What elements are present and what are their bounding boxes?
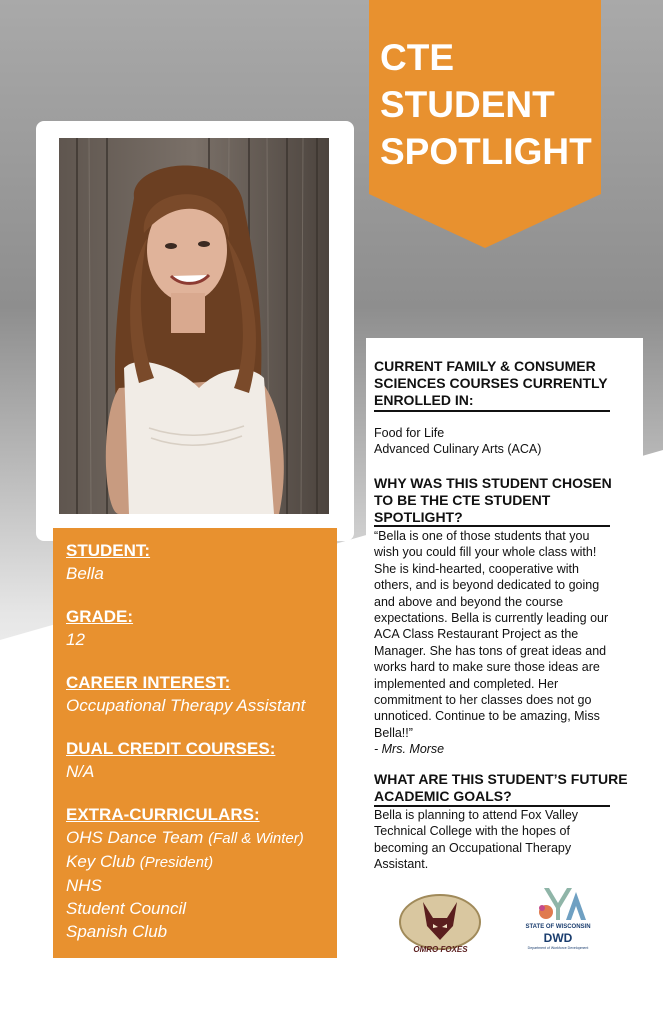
title-line: CTE <box>380 37 454 78</box>
courses-divider <box>374 410 610 412</box>
grade-field <box>66 606 133 651</box>
career-value: Occupational Therapy Assistant <box>66 696 306 715</box>
extracurricular-item: NHS <box>66 876 102 895</box>
why-divider <box>374 525 610 527</box>
grade-value: 12 <box>66 630 85 649</box>
dwd-dept-text: Department of Workforce Development <box>527 946 589 950</box>
quote-attribution: - Mrs. Morse <box>374 742 445 757</box>
page-title <box>380 34 600 175</box>
extracurricular-item: Spanish Club <box>66 922 168 941</box>
dwd-state-text: STATE OF WISCONSIN <box>525 924 591 930</box>
extracurricular-item: OHS Dance Team (Fall & Winter) <box>66 828 304 847</box>
extracurricular-item: Student Council <box>66 899 187 918</box>
omro-logo-text: OMRO FOXES <box>413 945 468 954</box>
title-line: SPOTLIGHT <box>380 131 592 172</box>
extracurricular-field <box>66 804 304 943</box>
why-quote: “Bella is one of those students that you wish you could fill your whole class with! She is kind-hearted, cooperative with others, and is beyond dedicated to going and above and beyond the course expectations. Bella is currently leading our ACA Class Restaurant Project as the Manager. She has tons of great ideas and works hard to make sure those ideas are implemented and completed. Her commitment to her classes does not go unnoticed. Continue to be amazing, Miss Bella!!” - Mrs. Morse <box>374 528 636 758</box>
title-line: STUDENT <box>380 84 555 125</box>
omro-foxes-logo <box>393 892 488 958</box>
dual-credit-label: DUAL CREDIT COURSES: <box>66 739 276 758</box>
course-item: Food for Life <box>374 426 445 440</box>
career-field <box>66 672 305 717</box>
courses-heading: CURRENT FAMILY & CONSUMER SCIENCES COURSES CURRENTLY ENROLLED IN: <box>374 358 608 408</box>
dual-credit-value: N/A <box>66 762 95 781</box>
student-name: Bella <box>66 564 104 583</box>
dwd-agency-text: DWD <box>543 931 573 945</box>
student-label: STUDENT: <box>66 541 151 560</box>
student-photo <box>59 138 329 514</box>
youth-apprenticeship-icon <box>522 884 594 924</box>
grade-label: GRADE: <box>66 607 134 626</box>
extracurricular-label: EXTRA-CURRICULARS: <box>66 805 260 824</box>
goals-heading: WHAT ARE THIS STUDENT’S FUTURE ACADEMIC GOALS? <box>374 771 628 804</box>
goals-text: Bella is planning to attend Fox Valley Technical College with the hopes of becoming an Occupational Therapy Assistant. <box>374 808 579 872</box>
course-item: Advanced Culinary Arts (ACA) <box>374 442 542 457</box>
dwd-logo <box>522 884 594 964</box>
courses-list <box>374 425 636 458</box>
student-field <box>66 540 150 585</box>
dual-credit-field <box>66 738 275 783</box>
student-portrait-icon <box>59 138 329 514</box>
extracurricular-item: Key Club (President) <box>66 852 214 871</box>
why-heading: WHY WAS THIS STUDENT CHOSEN TO BE THE CTE STUDENT SPOTLIGHT? <box>374 475 612 525</box>
career-label: CAREER INTEREST: <box>66 673 231 692</box>
